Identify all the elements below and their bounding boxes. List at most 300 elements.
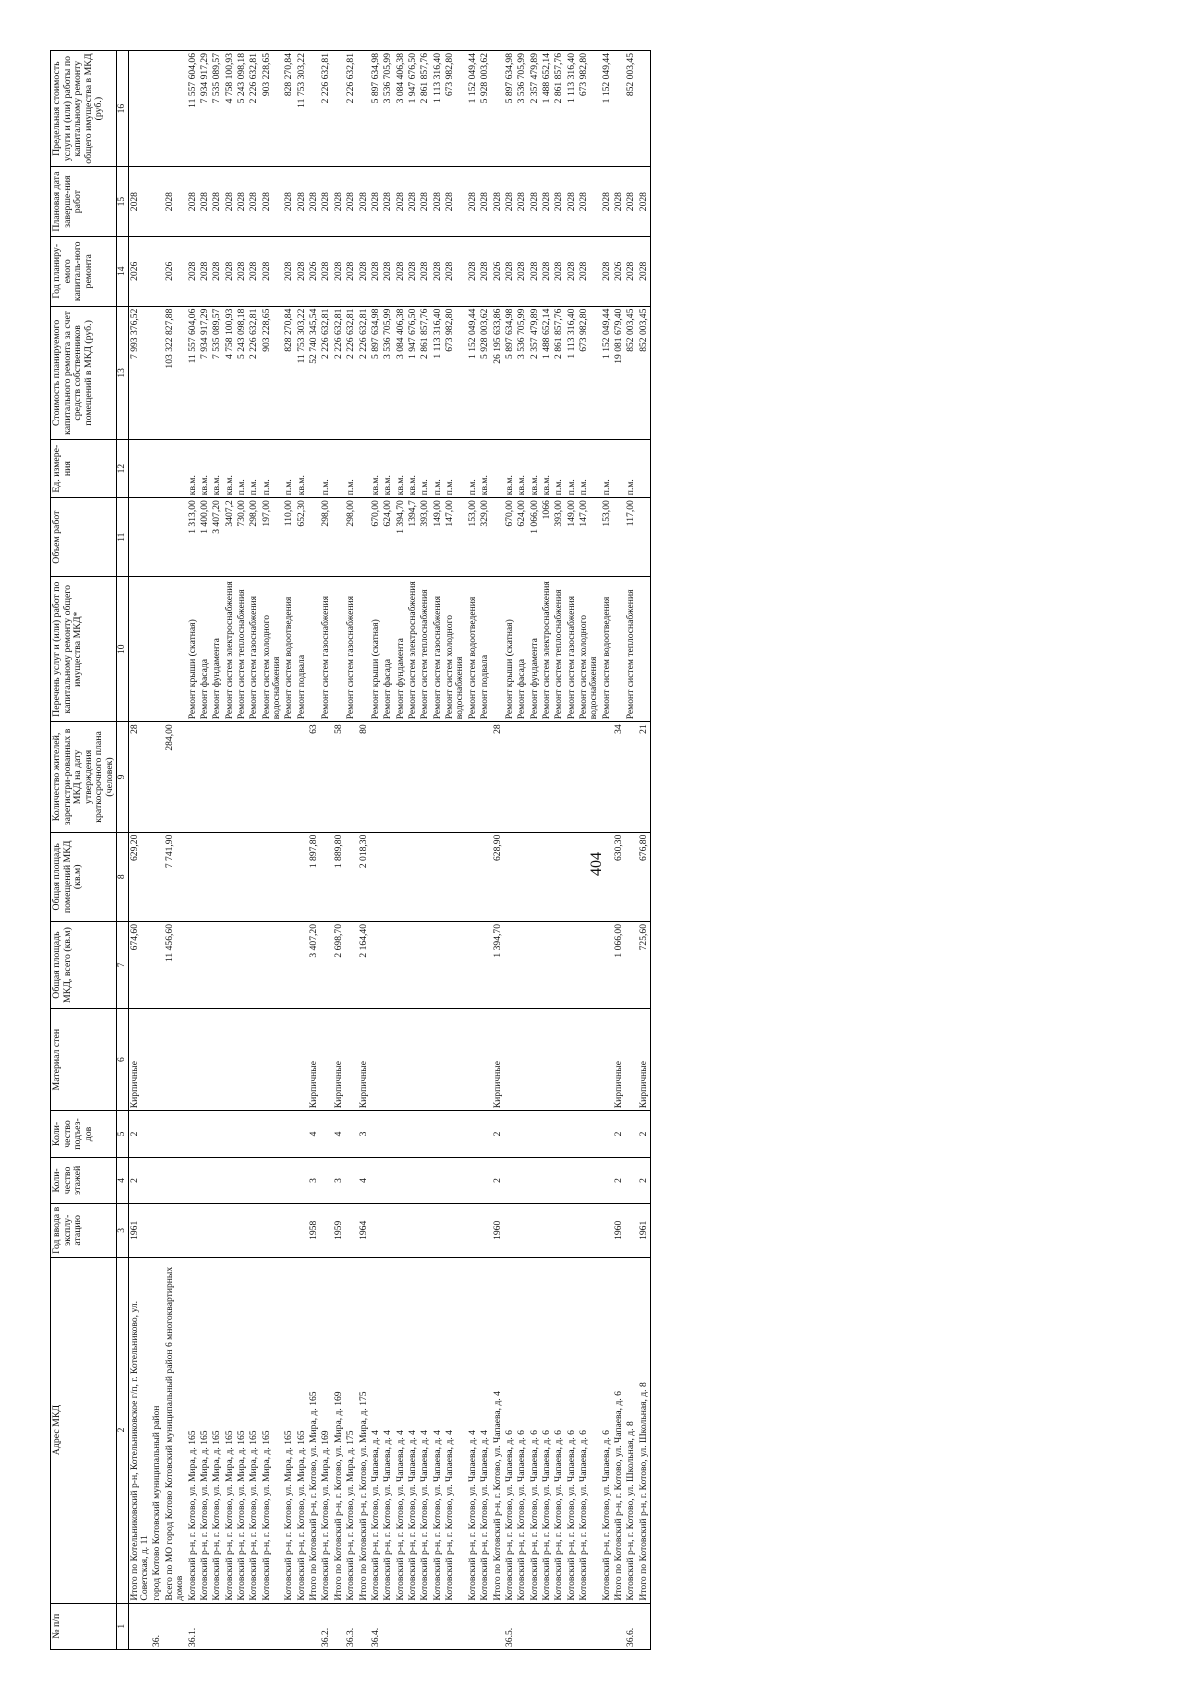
column-number-14: 14	[117, 236, 128, 306]
table-cell: Котовский р-н, г. Котово, ул. Мира, д. 169	[320, 1257, 332, 1603]
table-cell	[613, 51, 625, 167]
table-cell: Кирпичные	[333, 1009, 345, 1111]
table-cell: Котовский р-н, г. Котово, ул. Мира, д. 165	[296, 1257, 308, 1603]
table-cell: 2028	[601, 236, 613, 306]
table-cell	[419, 1111, 431, 1157]
table-cell: 1 066,00	[529, 498, 541, 577]
table-cell	[199, 722, 211, 832]
table-cell: 2028	[625, 236, 637, 306]
column-header-9: Количество жителей, зарегистри-рованных в МКД на дату утверждения краткосрочного плана (человек)	[51, 722, 117, 832]
table-cell	[553, 1157, 565, 1203]
table-cell	[199, 1111, 211, 1157]
table-cell: Итого по Котовский р-н, г. Котово, ул. Мира, д. 169	[333, 1257, 345, 1603]
table-cell: 2028	[578, 236, 601, 306]
table-cell: Кирпичные	[638, 1009, 651, 1111]
table-cell	[479, 1157, 491, 1203]
table-cell	[224, 1009, 236, 1111]
table-cell	[625, 1111, 637, 1157]
table-cell: 2028	[128, 167, 151, 237]
table-cell: 2028	[358, 167, 370, 237]
table-cell: 1066	[541, 498, 553, 577]
table-cell	[296, 1603, 308, 1649]
table-cell: 2 698,70	[333, 922, 345, 1009]
table-cell: 2028	[504, 236, 516, 306]
table-cell	[283, 1111, 295, 1157]
table-cell	[432, 1603, 444, 1649]
table-row	[578, 51, 601, 1650]
table-cell	[625, 1157, 637, 1203]
table-cell	[504, 1157, 516, 1203]
table-cell: 1961	[638, 1204, 651, 1257]
table-cell: 1 313,00	[187, 498, 199, 577]
table-cell: Ремонт фасада	[516, 577, 528, 722]
table-cell: 36.5.	[504, 1603, 516, 1649]
table-row	[211, 51, 223, 1650]
table-cell: кв.м.	[516, 440, 528, 498]
table-cell: 2028	[444, 236, 467, 306]
table-cell: Котовский р-н, г. Котово, ул. Чапаева, д. 6	[541, 1257, 553, 1603]
table-cell: 1394,7	[407, 498, 419, 577]
table-cell	[333, 51, 345, 167]
table-cell	[164, 1204, 187, 1257]
table-cell	[164, 498, 187, 577]
table-cell	[432, 922, 444, 1009]
table-cell: 1 488 652,14	[541, 51, 553, 167]
table-cell: Котовский р-н, г. Котово, ул. Чапаева, д. 4	[419, 1257, 431, 1603]
table-cell	[578, 1009, 601, 1111]
table-cell: Ремонт систем теплоснабжения	[553, 577, 565, 722]
table-cell: 3 407,20	[308, 922, 320, 1009]
table-cell	[283, 1009, 295, 1111]
table-cell: 2028	[296, 236, 308, 306]
table-cell: 2026	[164, 236, 187, 306]
table-cell	[504, 1009, 516, 1111]
table-cell: Ремонт систем газоснабжения	[566, 577, 578, 722]
table-cell	[601, 1603, 613, 1649]
table-cell: 63	[308, 722, 320, 832]
table-cell: Котовский р-н, г. Котово, ул. Мира, д. 175	[345, 1257, 357, 1603]
table-cell: 2 226 632,81	[248, 51, 260, 167]
column-number-16: 16	[117, 51, 128, 167]
table-cell	[566, 832, 578, 921]
table-cell	[553, 832, 565, 921]
table-cell: Ремонт систем газоснабжения	[320, 577, 332, 722]
table-cell	[320, 1009, 332, 1111]
table-cell	[566, 1157, 578, 1203]
table-cell: п.м.	[553, 440, 565, 498]
table-cell: 5 897 634,98	[504, 306, 516, 440]
table-cell: 1 152 049,44	[601, 51, 613, 167]
table-cell	[224, 1204, 236, 1257]
table-cell	[261, 1204, 284, 1257]
table-cell: 3 536 705,99	[382, 51, 394, 167]
table-row	[358, 51, 370, 1650]
table-cell	[211, 1157, 223, 1203]
table-cell	[320, 1111, 332, 1157]
table-cell: 1961	[128, 1204, 151, 1257]
table-cell	[164, 1111, 187, 1157]
table-cell	[261, 1157, 284, 1203]
table-cell: 2 861 857,76	[419, 51, 431, 167]
table-cell: Котовский р-н, г. Котово, ул. Мира, д. 165	[211, 1257, 223, 1603]
table-cell: Ремонт систем теплоснабжения	[419, 577, 431, 722]
column-number-2: 2	[117, 1257, 128, 1603]
table-cell	[444, 1111, 467, 1157]
table-cell: п.м.	[248, 440, 260, 498]
table-cell	[187, 922, 199, 1009]
table-row	[320, 51, 332, 1650]
table-cell: п.м.	[261, 440, 284, 498]
table-cell: 1960	[492, 1204, 504, 1257]
table-row	[199, 51, 211, 1650]
table-row	[382, 51, 394, 1650]
table-cell	[211, 1111, 223, 1157]
table-cell	[151, 167, 163, 237]
table-cell: п.м.	[444, 440, 467, 498]
table-cell: 5 897 634,98	[504, 51, 516, 167]
table-cell	[345, 832, 357, 921]
table-cell: Кирпичные	[128, 1009, 151, 1111]
table-cell	[407, 1204, 419, 1257]
table-cell	[479, 1111, 491, 1157]
table-cell	[407, 1157, 419, 1203]
table-cell: п.м.	[566, 440, 578, 498]
table-cell: 298,00	[345, 498, 357, 577]
table-cell: 1 897,80	[308, 832, 320, 921]
table-cell	[283, 1204, 295, 1257]
table-cell: 3	[333, 1157, 345, 1203]
table-cell: 7 741,90	[164, 832, 187, 921]
table-cell	[419, 722, 431, 832]
table-cell	[625, 832, 637, 921]
table-cell: 393,00	[553, 498, 565, 577]
table-row	[601, 51, 613, 1650]
column-header-13: Стоимость планируемого капитального ремонта за счет средств собственников помещений в МКД (руб.)	[51, 306, 117, 440]
table-cell: 2028	[529, 236, 541, 306]
table-cell	[320, 922, 332, 1009]
table-cell: 903 228,65	[261, 306, 284, 440]
table-cell	[578, 1603, 601, 1649]
table-cell	[151, 832, 163, 921]
table-cell	[283, 922, 295, 1009]
table-row	[638, 51, 651, 1650]
table-cell	[395, 922, 407, 1009]
table-cell: 2028	[492, 167, 504, 237]
table-cell: 2028	[541, 167, 553, 237]
table-cell	[248, 832, 260, 921]
table-cell: 28	[128, 722, 151, 832]
table-cell	[333, 1603, 345, 1649]
table-cell	[566, 1204, 578, 1257]
table-cell: 2	[128, 1111, 151, 1157]
table-cell	[444, 922, 467, 1009]
table-cell	[358, 498, 370, 577]
table-cell	[345, 922, 357, 1009]
table-cell	[541, 1157, 553, 1203]
table-cell	[248, 1204, 260, 1257]
table-cell: п.м.	[578, 440, 601, 498]
table-cell: 149,00	[566, 498, 578, 577]
table-cell: Котовский р-н, г. Котово, ул. Мира, д. 165	[248, 1257, 260, 1603]
table-cell: 2028	[199, 167, 211, 237]
table-cell	[613, 577, 625, 722]
table-cell: 393,00	[419, 498, 431, 577]
table-cell: 2028	[432, 236, 444, 306]
table-cell: 2	[638, 1157, 651, 1203]
table-cell	[601, 1204, 613, 1257]
table-cell: 80	[358, 722, 370, 832]
table-cell	[261, 1111, 284, 1157]
table-row	[261, 51, 284, 1650]
table-cell	[529, 1111, 541, 1157]
table-cell: 7 934 917,29	[199, 51, 211, 167]
table-cell	[199, 922, 211, 1009]
table-row	[187, 51, 199, 1650]
table-cell	[395, 1204, 407, 1257]
table-cell	[492, 577, 504, 722]
table-cell	[151, 722, 163, 832]
table-cell: Ремонт систем холодного водоснабжения	[444, 577, 467, 722]
table-cell	[370, 1204, 382, 1257]
table-cell: Ремонт фундамента	[395, 577, 407, 722]
table-cell	[308, 51, 320, 167]
table-cell	[236, 1157, 248, 1203]
table-cell: Ремонт систем электроснабжения	[224, 577, 236, 722]
table-cell: 2028	[504, 167, 516, 237]
table-cell	[151, 577, 163, 722]
table-cell	[248, 1009, 260, 1111]
table-cell: 2028	[248, 167, 260, 237]
table-cell: 4	[333, 1111, 345, 1157]
table-cell	[541, 832, 553, 921]
table-cell: кв.м.	[529, 440, 541, 498]
table-cell	[395, 1009, 407, 1111]
table-cell: Итого по Котовский р-н, г. Котово, ул. Мира, д. 175	[358, 1257, 370, 1603]
table-cell: 725,60	[638, 922, 651, 1009]
table-cell	[504, 722, 516, 832]
table-cell	[187, 1111, 199, 1157]
table-cell: 2028	[529, 167, 541, 237]
table-cell	[248, 922, 260, 1009]
table-cell: 298,00	[248, 498, 260, 577]
table-cell: Ремонт систем холодного водоснабжения	[578, 577, 601, 722]
table-cell: п.м.	[625, 440, 637, 498]
table-cell	[578, 922, 601, 1009]
table-cell	[419, 1603, 431, 1649]
table-row	[504, 51, 516, 1650]
table-cell	[248, 1111, 260, 1157]
table-cell	[164, 577, 187, 722]
table-cell	[444, 1204, 467, 1257]
table-cell: 2028	[516, 167, 528, 237]
table-cell: 852 003,45	[625, 51, 637, 167]
table-cell: 36.1.	[187, 1603, 199, 1649]
table-row	[625, 51, 637, 1650]
table-cell: Ремонт систем водоотведения	[283, 577, 295, 722]
table-cell: 2028	[566, 167, 578, 237]
table-cell: 2028	[382, 167, 394, 237]
table-cell: 1960	[613, 1204, 625, 1257]
table-cell: 2026	[308, 236, 320, 306]
table-cell: 2028	[236, 167, 248, 237]
table-cell: кв.м.	[199, 440, 211, 498]
table-cell	[382, 722, 394, 832]
table-cell	[553, 922, 565, 1009]
table-cell: 2 164,40	[358, 922, 370, 1009]
table-cell	[296, 1204, 308, 1257]
table-cell: 2028	[320, 167, 332, 237]
table-cell	[407, 722, 419, 832]
table-cell: п.м.	[236, 440, 248, 498]
table-cell	[296, 1157, 308, 1203]
table-cell	[613, 498, 625, 577]
table-cell: 5 897 634,98	[370, 51, 382, 167]
table-cell	[236, 722, 248, 832]
table-cell: 19 081 679,40	[613, 306, 625, 440]
table-row	[479, 51, 491, 1650]
table-cell: 36.3.	[345, 1603, 357, 1649]
table-cell	[248, 1157, 260, 1203]
table-cell: п.м.	[467, 440, 479, 498]
table-row	[444, 51, 467, 1650]
table-cell: 1 113 316,40	[432, 51, 444, 167]
table-cell	[199, 1157, 211, 1203]
table-cell: 7 993 376,52	[128, 306, 151, 440]
table-cell	[479, 922, 491, 1009]
table-cell: Итого по Котовский р-н, г. Котово, ул. Мира, д. 165	[308, 1257, 320, 1603]
table-cell	[613, 1603, 625, 1649]
table-cell	[395, 722, 407, 832]
table-cell	[504, 922, 516, 1009]
table-cell: 2028	[541, 236, 553, 306]
table-cell: 1 152 049,44	[467, 306, 479, 440]
table-cell	[638, 498, 651, 577]
table-cell	[638, 440, 651, 498]
table-cell: 34	[613, 722, 625, 832]
table-cell: 3 084 406,38	[395, 51, 407, 167]
table-cell: Ремонт крыши (скатная)	[504, 577, 516, 722]
table-cell	[248, 1603, 260, 1649]
table-cell	[382, 1603, 394, 1649]
table-row	[283, 51, 295, 1650]
table-cell	[333, 577, 345, 722]
table-cell: 2028	[382, 236, 394, 306]
table-row	[432, 51, 444, 1650]
table-row	[224, 51, 236, 1650]
table-cell: 2 226 632,81	[320, 306, 332, 440]
table-cell	[504, 832, 516, 921]
table-cell: 676,80	[638, 832, 651, 921]
table-cell	[479, 832, 491, 921]
table-cell	[199, 1603, 211, 1649]
table-cell	[529, 922, 541, 1009]
table-cell: 1 947 676,50	[407, 306, 419, 440]
table-cell	[199, 1204, 211, 1257]
table-cell	[578, 722, 601, 832]
table-cell: 629,20	[128, 832, 151, 921]
table-cell	[601, 1111, 613, 1157]
table-cell	[211, 832, 223, 921]
table-cell	[224, 1603, 236, 1649]
table-cell: 36.	[151, 1603, 163, 1649]
table-cell: 36.2.	[320, 1603, 332, 1649]
table-cell: 730,00	[236, 498, 248, 577]
table-cell: 2 018,30	[358, 832, 370, 921]
table-cell	[320, 1204, 332, 1257]
table-cell	[370, 1009, 382, 1111]
table-cell	[407, 1603, 419, 1649]
table-cell: 36.4.	[370, 1603, 382, 1649]
table-cell: 58	[333, 722, 345, 832]
table-cell	[492, 51, 504, 167]
table-cell: Итого по Котовский р-н, г. Котово, ул. Чапаева, д. 6	[613, 1257, 625, 1603]
table-cell	[199, 832, 211, 921]
column-header-11: Объем работ	[51, 498, 117, 577]
table-cell	[578, 1111, 601, 1157]
table-row	[333, 51, 345, 1650]
table-cell: Котовский р-н, г. Котово, ул. Чапаева, д. 6	[578, 1257, 601, 1603]
table-cell	[296, 832, 308, 921]
table-cell	[419, 1204, 431, 1257]
table-cell: п.м.	[601, 440, 613, 498]
table-cell: 2028	[516, 236, 528, 306]
table-cell: 3	[308, 1157, 320, 1203]
table-cell	[625, 722, 637, 832]
table-cell	[128, 498, 151, 577]
table-cell	[308, 1603, 320, 1649]
table-row	[370, 51, 382, 1650]
table-cell	[395, 1603, 407, 1649]
column-header-8: Общая площадь помещений МКД (кв.м)	[51, 832, 117, 921]
table-cell: 103 322 827,88	[164, 306, 187, 440]
table-cell: 2 861 857,76	[553, 306, 565, 440]
table-cell: 5 897 634,98	[370, 306, 382, 440]
table-cell: 5 243 098,18	[236, 51, 248, 167]
table-cell	[516, 1157, 528, 1203]
table-cell: 2028	[479, 167, 491, 237]
table-cell	[296, 722, 308, 832]
table-cell	[504, 1111, 516, 1157]
table-cell: 4	[358, 1157, 370, 1203]
table-row	[395, 51, 407, 1650]
table-cell	[382, 1111, 394, 1157]
table-cell	[578, 832, 601, 921]
table-cell: 7 535 089,57	[211, 306, 223, 440]
table-cell	[283, 1603, 295, 1649]
table-cell: Кирпичные	[492, 1009, 504, 1111]
table-cell	[211, 722, 223, 832]
table-cell	[625, 1204, 637, 1257]
table-cell: 2028	[248, 236, 260, 306]
table-cell: 2028	[211, 236, 223, 306]
table-cell	[541, 1009, 553, 1111]
table-cell: 3 536 705,99	[516, 306, 528, 440]
table-cell	[333, 498, 345, 577]
table-cell: 7 934 917,29	[199, 306, 211, 440]
table-cell: 110,00	[283, 498, 295, 577]
table-cell: 652,30	[296, 498, 308, 577]
table-cell: Котовский р-н, г. Котово, ул. Мира, д. 165	[261, 1257, 284, 1603]
table-cell: 5 243 098,18	[236, 306, 248, 440]
table-cell: Котовский р-н, г. Котово, ул. Мира, д. 165	[224, 1257, 236, 1603]
table-cell: 2028	[224, 167, 236, 237]
table-cell	[613, 440, 625, 498]
table-row	[248, 51, 260, 1650]
table-cell: 2028	[296, 167, 308, 237]
table-cell	[261, 1009, 284, 1111]
table-cell: 4	[308, 1111, 320, 1157]
table-cell	[479, 1603, 491, 1649]
